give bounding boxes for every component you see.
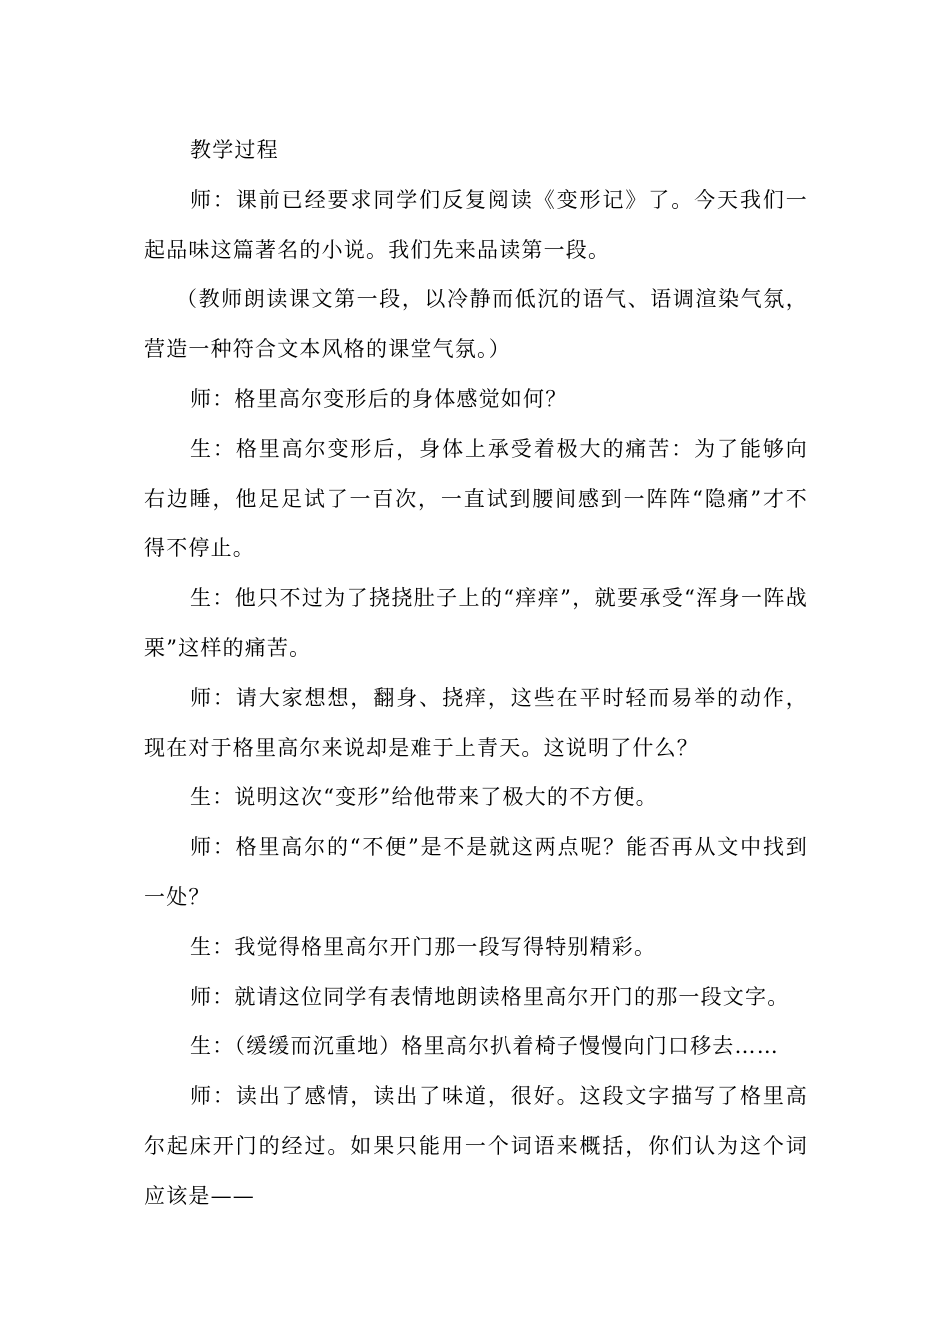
document-page — [144, 126, 808, 1222]
paragraph-teacher: 师：格里高尔的“不便”是不是就这两点呢？能否再从文中找到一处？ — [144, 835, 808, 909]
section-heading: 教学过程 — [190, 138, 279, 162]
paragraph-student: 生：格里高尔变形后，身体上承受着极大的痛苦：为了能够向右边睡，他足足试了一百次，一直试到腰间感到一阵阵“隐痛”才不得不停止。 — [144, 436, 808, 561]
paragraph-teacher: 师：课前已经要求同学们反复阅读《变形记》了。今天我们一起品味这篇著名的小说。我们先来品读第一段。 — [144, 187, 808, 262]
paragraph-teacher: 师：读出了感情，读出了味道，很好。这段文字描写了格里高尔起床开门的经过。如果只能用一个词语来概括，你们认为这个词应该是—— — [144, 1084, 808, 1208]
paragraph-student: 生：说明这次“变形”给他带来了极大的不方便。 — [190, 785, 658, 810]
paragraph-stage-note: （教师朗读课文第一段，以冷静而低沉的语气、语调渲染气氛，营造一种符合文本风格的课堂气氛。） — [144, 287, 808, 362]
paragraph-student: 生：我觉得格里高尔开门那一段写得特别精彩。 — [190, 934, 657, 959]
paragraph-teacher: 师：请大家想想，翻身、挠痒，这些在平时轻而易举的动作，现在对于格里高尔来说却是难于上青天。这说明了什么？ — [144, 685, 808, 760]
paragraph-student: 生：（缓缓而沉重地）格里高尔扒着椅子慢慢向门口移去…… — [190, 1034, 779, 1059]
paragraph-teacher: 师：格里高尔变形后的身体感觉如何？ — [190, 386, 568, 411]
paragraph-teacher: 师：就请这位同学有表情地朗读格里高尔开门的那一段文字。 — [190, 984, 790, 1009]
paragraph-student: 生：他只不过为了挠挠肚子上的“痒痒”，就要承受“浑身一阵战栗”这样的痛苦。 — [144, 586, 808, 660]
